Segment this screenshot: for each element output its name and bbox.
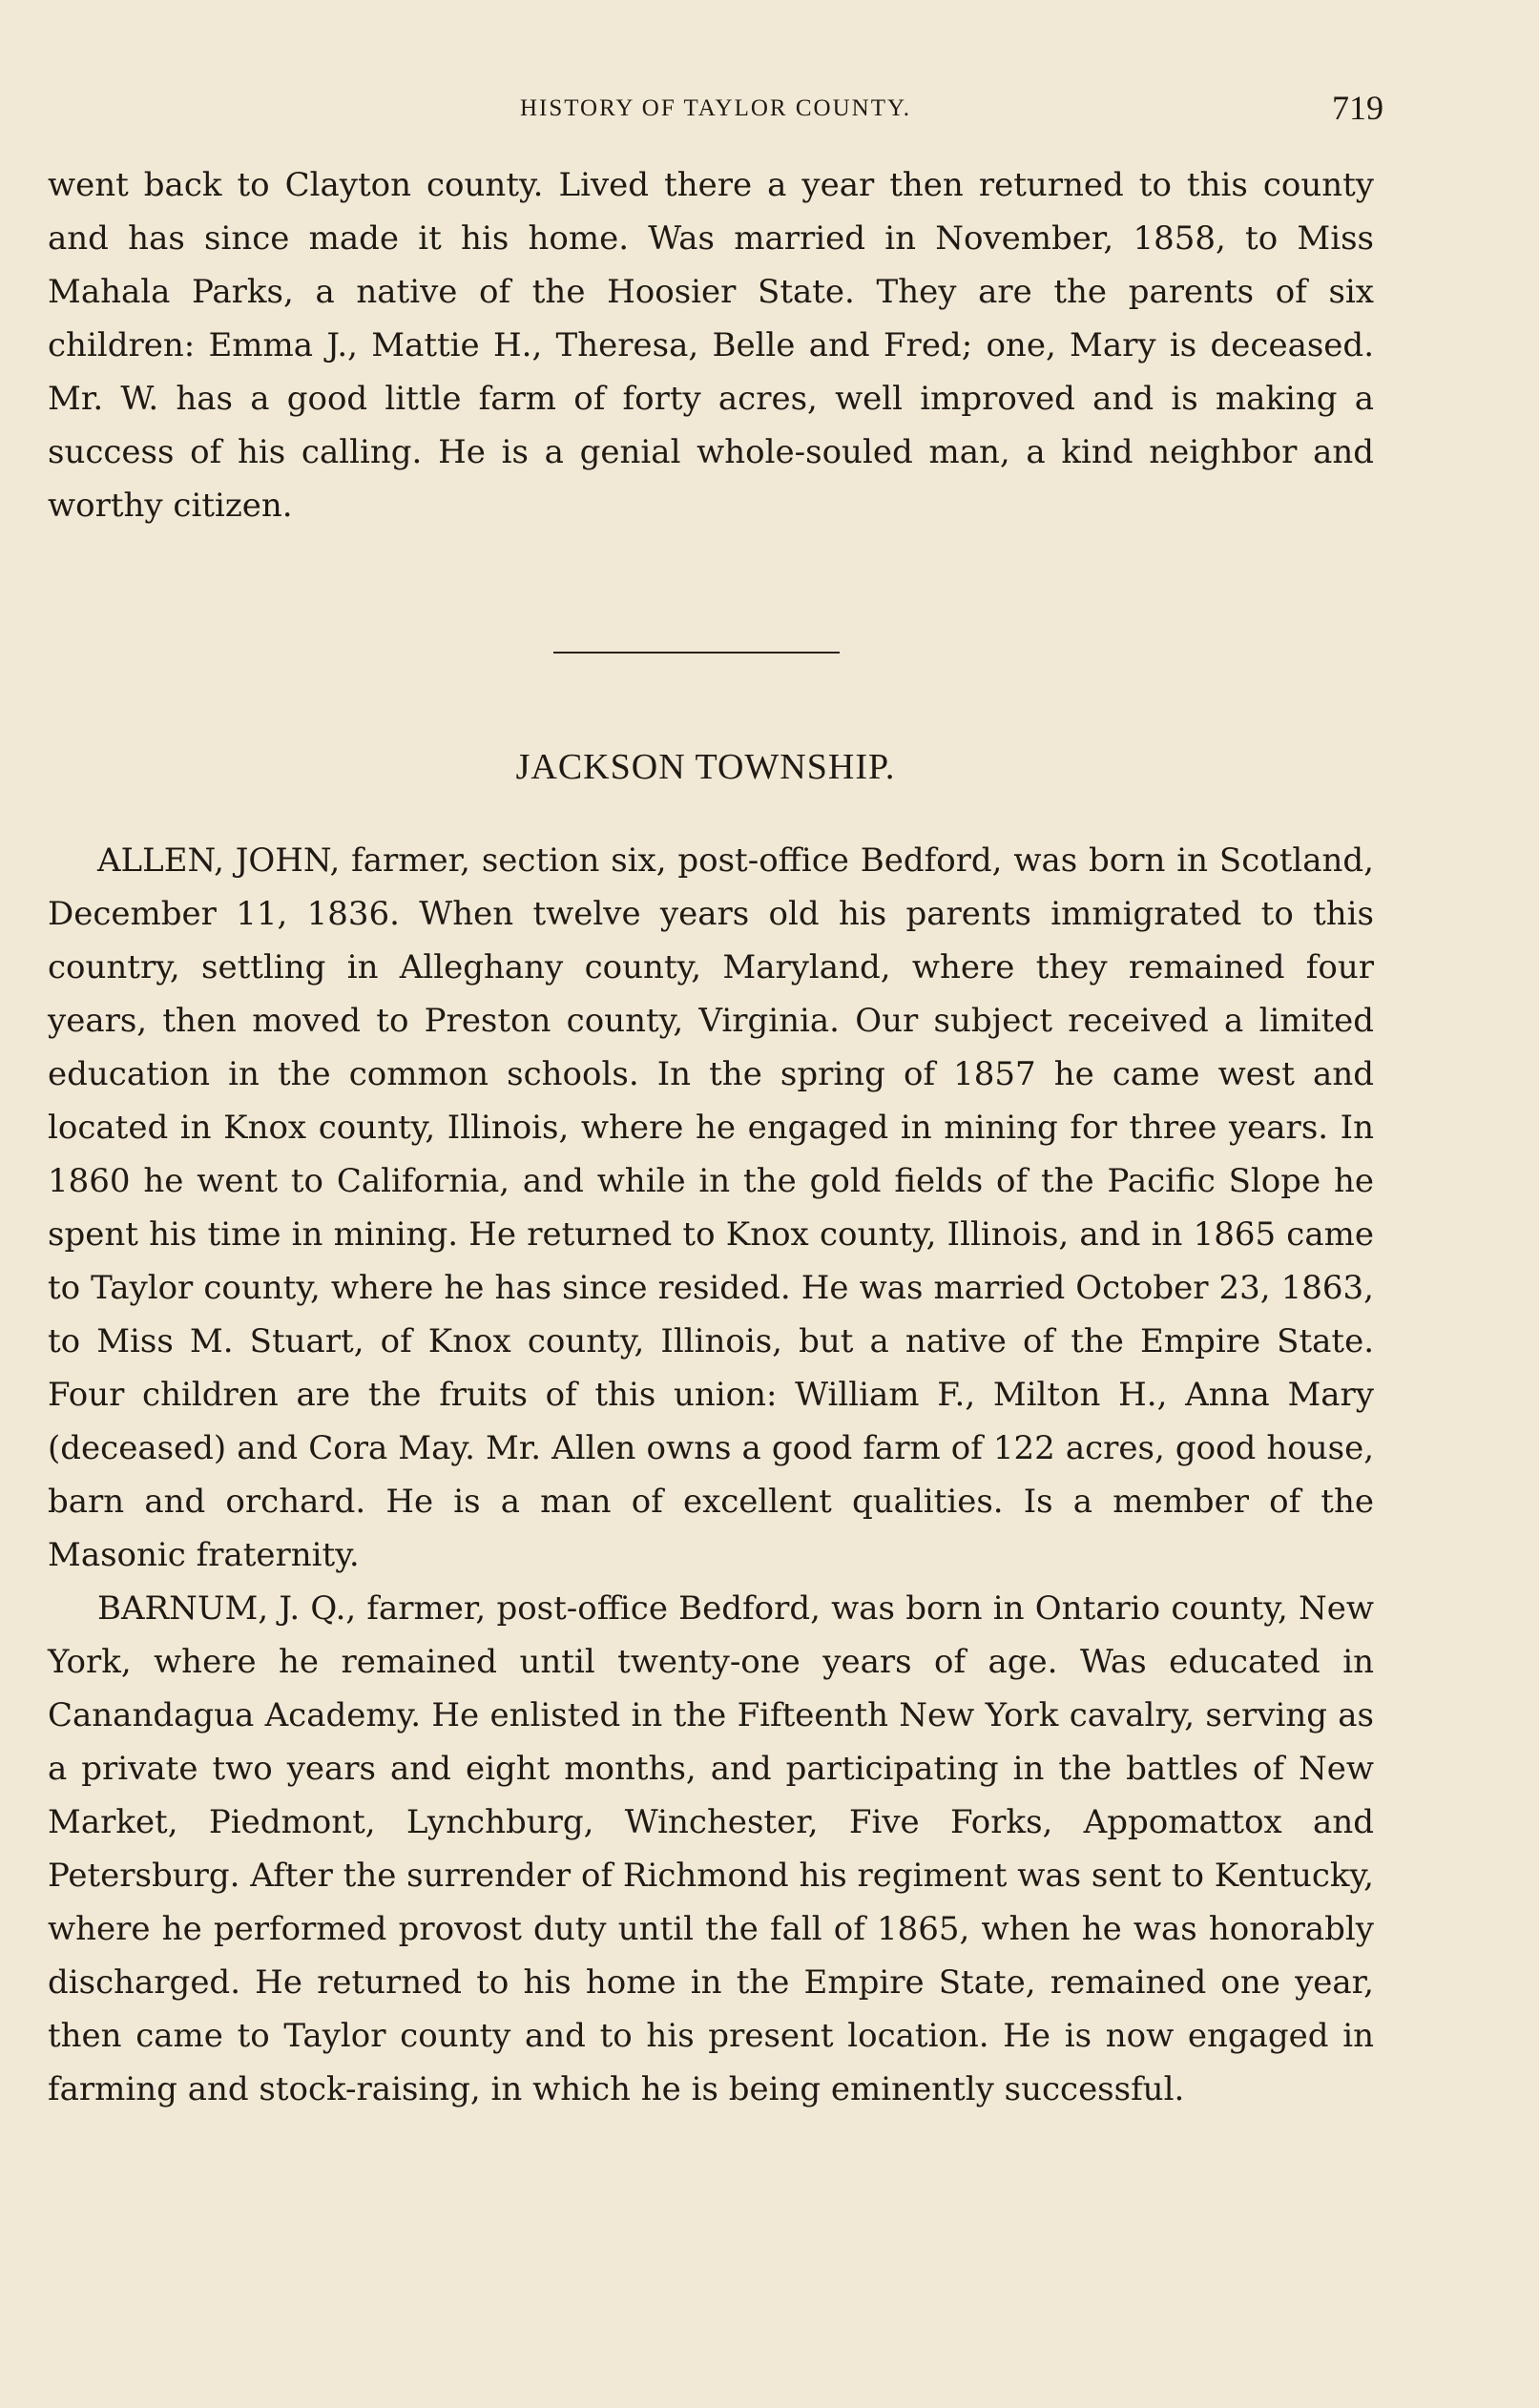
- continuation-paragraph: went back to Clayton county. Lived there a year then returned to this county and has since made it his home. Was married in November, 1858, to Miss Mahala Parks, a native of the Hoosier State. They are the parents of six children: Emma J., Mattie H., Theresa, Belle and Fred; one, Mary is deceased. Mr. W. has a good little farm of forty acres, well improved and is making a success of his calling. He is a genial whole-souled man, a kind neighbor and worthy citizen.: [48, 166, 1374, 525]
- page-number: 719: [1332, 89, 1383, 127]
- section-heading: JACKSON TOWNSHIP.: [515, 747, 896, 787]
- running-title: HISTORY OF TAYLOR COUNTY.: [519, 95, 912, 121]
- continuation-block: [48, 158, 1374, 532]
- biography-entries: [48, 834, 1374, 2116]
- section-divider: [553, 652, 840, 654]
- biography-entry-barnum: BARNUM, J. Q., farmer, post-office Bedford, was born in Ontario county, New York, where he remained until twenty-one years of age. Was educated in Canandagua Academy. He enlisted in the Fifteenth New York cavalry, serving as a private two years and eight months, and participating in the battles of New Market, Piedmont, Lynchburg, Winchester, Five Forks, Appomattox and Petersburg. After the surrender of Richmond his regiment was sent to Kentucky, where he performed provost duty until the fall of 1865, when he was honorably discharged. He returned to his home in the Empire State, remained one year, then came to Taylor county and to his present location. He is now engaged in farming and stock-raising, in which he is being eminently successful.: [48, 1589, 1374, 2108]
- biography-entry-allen: ALLEN, JOHN, farmer, section six, post-office Bedford, was born in Scotland, December 11, 1836. When twelve years old his parents immigrated to this country, settling in Alleghany county, Maryland, where they remained four years, then moved to Preston county, Virginia. Our subject received a limited education in the common schools. In the spring of 1857 he came west and located in Knox county, Illinois, where he engaged in mining for three years. In 1860 he went to California, and while in the gold fields of the Pacific Slope he spent his time in mining. He returned to Knox county, Illinois, and in 1865 came to Taylor county, where he has since resided. He was married October 23, 1863, to Miss M. Stuart, of Knox county, Illinois, but a native of the Empire State. Four children are the fruits of this union: William F., Milton H., Anna Mary (deceased) and Cora May. Mr. Allen owns a good farm of 122 acres, good house, barn and orchard. He is a man of excellent qualities. Is a member of the Masonic fraternity.: [48, 841, 1374, 1574]
- running-head: [48, 88, 1383, 132]
